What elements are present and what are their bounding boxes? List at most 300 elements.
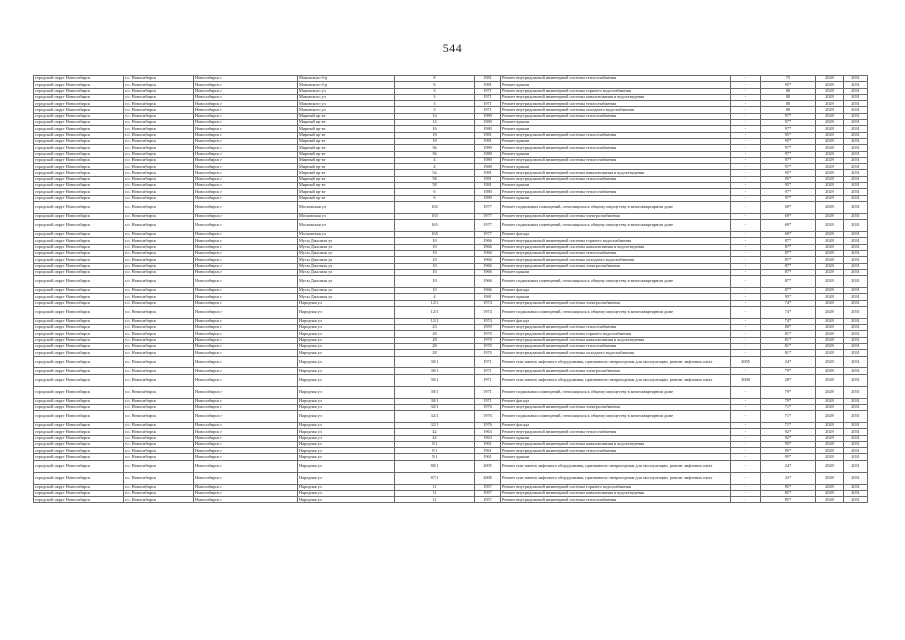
table-cell: Ремонт внутридомовой инженерной системы электроснабжения	[501, 263, 731, 269]
table-cell: г.о. Новосибирск	[124, 325, 194, 331]
table-cell: Ремонт внутридомовой инженерной системы теплоснабжения	[501, 497, 731, 503]
table-cell: 2031	[844, 374, 868, 386]
table-cell: -	[731, 101, 761, 107]
table-cell: Ремонт внутридомовой инженерной системы теплоснабжения	[501, 157, 731, 163]
table-cell: Маковского ул	[298, 88, 395, 94]
table-cell: 1961	[475, 441, 501, 447]
table-cell: 95*	[761, 448, 816, 454]
table-cell: -	[731, 113, 761, 119]
table-cell: 71*	[761, 404, 816, 410]
table-cell: г.о. Новосибирск	[124, 368, 194, 374]
table-cell: Мусы Джалиля ул	[298, 276, 395, 288]
table-row	[34, 386, 868, 398]
table-cell: -	[731, 490, 761, 496]
table-cell: Ремонт внутридомовой инженерной системы теплоснабжения	[501, 343, 731, 349]
table-cell: городской округ Новосибирск	[34, 460, 124, 472]
table-cell: 95*	[761, 454, 816, 460]
table-cell: 80	[761, 101, 816, 107]
table-cell: Новосибирск г	[194, 201, 298, 213]
table-cell: г.о. Новосибирск	[124, 454, 194, 460]
table-cell: 2029	[816, 82, 844, 88]
table-cell: 2029	[816, 300, 844, 306]
table-cell: 2005	[475, 460, 501, 472]
table-cell: 2031	[844, 151, 868, 157]
table-cell: 54	[395, 170, 475, 176]
table-cell: 1966	[475, 269, 501, 275]
table-cell: 2029	[816, 157, 844, 163]
table-cell: 42	[395, 429, 475, 435]
table-cell: городской округ Новосибирск	[34, 484, 124, 490]
table-cell: г.о. Новосибирск	[124, 356, 194, 368]
table-cell: г.о. Новосибирск	[124, 220, 194, 232]
table-cell: 18	[395, 132, 475, 138]
table-cell: Новосибирск г	[194, 176, 298, 182]
table-cell: 1966	[475, 250, 501, 256]
table-cell: городской округ Новосибирск	[34, 490, 124, 496]
table-cell: 2031	[844, 132, 868, 138]
table-cell: 14	[395, 113, 475, 119]
table-cell: 74*	[761, 318, 816, 324]
table-cell: 1971	[475, 356, 501, 368]
table-cell: 24*	[761, 460, 816, 472]
table-cell: Новосибирск г	[194, 441, 298, 447]
table-cell: 95*	[761, 294, 816, 300]
table-cell: городской округ Новосибирск	[34, 404, 124, 410]
table-cell: 1966	[475, 287, 501, 293]
table-cell: Московская ул	[298, 220, 395, 232]
table-cell: 2029	[816, 189, 844, 195]
table-cell: Народная ул	[298, 429, 395, 435]
table-cell: 95*	[761, 183, 816, 189]
table-cell: г.о. Новосибирск	[124, 113, 194, 119]
table-cell: Народная ул	[298, 423, 395, 429]
table-cell: 12/1	[395, 306, 475, 318]
table-cell: Ремонт крыши	[501, 151, 731, 157]
table-cell: г.о. Новосибирск	[124, 132, 194, 138]
table-cell: Народная ул	[298, 356, 395, 368]
table-cell: Новосибирск г	[194, 263, 298, 269]
table-cell: -	[731, 429, 761, 435]
table-cell: -	[731, 318, 761, 324]
table-cell: 18	[395, 138, 475, 144]
table-cell: Ремонт подвальных помещений, относящихся к общему имуществу в многоквартирном доме	[501, 276, 731, 288]
table-cell: Народная ул	[298, 448, 395, 454]
table-cell: Новосибирск г	[194, 423, 298, 429]
table-cell: 2029	[816, 238, 844, 244]
table-cell: 2031	[844, 170, 868, 176]
table-cell: -	[731, 183, 761, 189]
table-cell: г.о. Новосибирск	[124, 201, 194, 213]
table-cell: Новосибирск г	[194, 250, 298, 256]
table-cell: 2031	[844, 113, 868, 119]
table-cell: 30/1	[395, 356, 475, 368]
table-cell: 1981	[475, 138, 501, 144]
table-cell: Народная ул	[298, 398, 395, 404]
table-cell: -	[731, 454, 761, 460]
table-cell: 2029	[816, 454, 844, 460]
table-cell: Новосибирск г	[194, 269, 298, 275]
table-cell: г.о. Новосибирск	[124, 460, 194, 472]
table-cell: -	[731, 232, 761, 238]
table-cell: 2031	[844, 368, 868, 374]
page-number: 544	[442, 41, 463, 55]
table-row	[34, 220, 868, 232]
table-cell: 1977	[475, 220, 501, 232]
table-cell: 2031	[844, 88, 868, 94]
table-cell: 8	[395, 76, 475, 82]
table-cell: 2029	[816, 287, 844, 293]
table-cell: Новосибирск г	[194, 411, 298, 423]
table-cell: 2031	[844, 441, 868, 447]
table-cell: Ремонт внутридомовой инженерной системы теплоснабжения	[501, 113, 731, 119]
table-cell: г.о. Новосибирск	[124, 287, 194, 293]
table-cell: городской округ Новосибирск	[34, 195, 124, 201]
capital-repair-table	[33, 75, 868, 503]
table-cell: 2031	[844, 386, 868, 398]
table-cell: городской округ Новосибирск	[34, 88, 124, 94]
table-cell: -	[731, 126, 761, 132]
table-cell: -	[731, 435, 761, 441]
table-cell: 2029	[816, 429, 844, 435]
table-cell: Новосибирск г	[194, 257, 298, 263]
table-cell: Новосибирск г	[194, 398, 298, 404]
table-cell: -	[731, 448, 761, 454]
table-cell: 71*	[761, 423, 816, 429]
table-cell: 32/1	[395, 411, 475, 423]
table-cell: -	[731, 484, 761, 490]
table-cell: 2029	[816, 441, 844, 447]
table-cell: Народная ул	[298, 472, 395, 484]
table-cell: 81*	[761, 331, 816, 337]
table-cell: 1974	[475, 300, 501, 306]
table-cell: 2029	[816, 423, 844, 429]
table-cell: 79*	[761, 386, 816, 398]
table-cell: г.о. Новосибирск	[124, 238, 194, 244]
table-cell: городской округ Новосибирск	[34, 101, 124, 107]
table-cell: 6	[395, 189, 475, 195]
table-cell: г.о. Новосибирск	[124, 145, 194, 151]
table-row	[34, 374, 868, 386]
table-cell: -	[731, 460, 761, 472]
table-cell: 2029	[816, 232, 844, 238]
table-cell: 2031	[844, 145, 868, 151]
table-cell: Новосибирск г	[194, 472, 298, 484]
table-cell: 1980	[475, 189, 501, 195]
table-row	[34, 460, 868, 472]
table-cell: г.о. Новосибирск	[124, 232, 194, 238]
table-cell: 92*	[761, 435, 816, 441]
table-cell: 87*	[761, 250, 816, 256]
table-cell: Мирный пр-кт	[298, 164, 395, 170]
table-cell: городской округ Новосибирск	[34, 472, 124, 484]
table-cell: г.о. Новосибирск	[124, 107, 194, 113]
table-cell: Новосибирск г	[194, 120, 298, 126]
table-cell: 3	[395, 88, 475, 94]
table-cell: Ремонт подвальных помещений, относящихся к общему имуществу в многоквартирном доме	[501, 411, 731, 423]
table-cell: Мусы Джалиля ул	[298, 250, 395, 256]
table-cell: Мирный пр-кт	[298, 189, 395, 195]
table-cell: 95*	[761, 170, 816, 176]
table-cell: г.о. Новосибирск	[124, 429, 194, 435]
table-cell: Новосибирск г	[194, 343, 298, 349]
table-cell: 10	[395, 287, 475, 293]
table-cell: г.о. Новосибирск	[124, 423, 194, 429]
table-cell: Народная ул	[298, 337, 395, 343]
table-cell: Новосибирск г	[194, 337, 298, 343]
table-cell: Ремонт фасада	[501, 398, 731, 404]
table-cell: городской округ Новосибирск	[34, 164, 124, 170]
table-cell: 2031	[844, 263, 868, 269]
table-cell: 1980	[475, 126, 501, 132]
table-cell: городской округ Новосибирск	[34, 113, 124, 119]
table-cell: -	[731, 306, 761, 318]
table-cell: 10	[395, 257, 475, 263]
table-cell: 2029	[816, 318, 844, 324]
table-cell: 2031	[844, 435, 868, 441]
table-cell: Новосибирск г	[194, 374, 298, 386]
table-cell: Новосибирск г	[194, 151, 298, 157]
table-cell: Мирный пр-кт	[298, 138, 395, 144]
table-cell: г.о. Новосибирск	[124, 151, 194, 157]
table-cell: 2031	[844, 164, 868, 170]
table-cell: Мирный пр-кт	[298, 170, 395, 176]
table-cell: -	[731, 368, 761, 374]
table-cell: 97*	[761, 113, 816, 119]
table-cell: городской округ Новосибирск	[34, 454, 124, 460]
table-cell: 2031	[844, 343, 868, 349]
table-cell: 1974	[475, 306, 501, 318]
table-cell: Ремонт внутридомовой инженерной системы холодного водоснабжения	[501, 107, 731, 113]
table-cell: Мирный пр-кт	[298, 145, 395, 151]
table-cell: 87*	[761, 263, 816, 269]
table-cell: 1980	[475, 145, 501, 151]
table-cell: 1970	[475, 343, 501, 349]
table-cell: 30/1	[395, 386, 475, 398]
table-cell: Мусы Джалиля ул	[298, 257, 395, 263]
table-cell: -	[731, 411, 761, 423]
table-cell: Ремонт внутридомовой инженерной системы теплоснабжения	[501, 101, 731, 107]
table-cell: Ремонт внутридомовой инженерной системы теплоснабжения	[501, 132, 731, 138]
table-cell: г.о. Новосибирск	[124, 374, 194, 386]
table-cell: Ремонт внутридомовой инженерной системы электроснабжения	[501, 404, 731, 410]
table-cell: городской округ Новосибирск	[34, 398, 124, 404]
table-cell: -	[731, 337, 761, 343]
table-cell: Ремонт внутридомовой инженерной системы горячего водоснабжения	[501, 238, 731, 244]
table-cell: -	[731, 189, 761, 195]
table-cell: Мирный пр-кт	[298, 157, 395, 163]
table-cell: Новосибирск г	[194, 213, 298, 219]
table-cell: 10	[395, 276, 475, 288]
table-cell: 2031	[844, 448, 868, 454]
table-cell: 30/1	[395, 374, 475, 386]
table-cell: Мирный пр-кт	[298, 176, 395, 182]
table-cell: г.о. Новосибирск	[124, 138, 194, 144]
table-cell: 2031	[844, 189, 868, 195]
table-cell: Новосибирск г	[194, 189, 298, 195]
table-cell: Новосибирск г	[194, 350, 298, 356]
table-cell: 2029	[816, 306, 844, 318]
table-cell: 2031	[844, 460, 868, 472]
table-cell: Новосибирск г	[194, 306, 298, 318]
table-cell: 2029	[816, 151, 844, 157]
table-cell: Новосибирск г	[194, 386, 298, 398]
table-cell: городской округ Новосибирск	[34, 132, 124, 138]
table-cell: г.о. Новосибирск	[124, 318, 194, 324]
table-cell: 4	[395, 164, 475, 170]
table-cell: 1957	[475, 484, 501, 490]
table-cell: Маковского б-р	[298, 82, 395, 88]
table-cell: 2029	[816, 386, 844, 398]
table-cell: Ремонт крыши	[501, 126, 731, 132]
table-cell: 2029	[816, 201, 844, 213]
table-cell: 2006	[475, 472, 501, 484]
table-cell: городской округ Новосибирск	[34, 411, 124, 423]
table-cell: 79*	[761, 368, 816, 374]
table-cell: -	[731, 88, 761, 94]
table-cell: 14	[395, 120, 475, 126]
table-cell: Новосибирск г	[194, 126, 298, 132]
table-cell: Новосибирск г	[194, 82, 298, 88]
table-cell: 2031	[844, 195, 868, 201]
table-cell: городской округ Новосибирск	[34, 126, 124, 132]
table-cell: Мусы Джалиля ул	[298, 294, 395, 300]
table-cell: 5/1	[395, 454, 475, 460]
table-cell: -	[731, 350, 761, 356]
table-cell: г.о. Новосибирск	[124, 386, 194, 398]
table-cell: Ремонт крыши	[501, 269, 731, 275]
table-cell: 2031	[844, 411, 868, 423]
table-cell: 2029	[816, 176, 844, 182]
table-cell: 2031	[844, 94, 868, 100]
table-cell: городской округ Новосибирск	[34, 441, 124, 447]
table-cell: 1981	[475, 132, 501, 138]
table-cell: городской округ Новосибирск	[34, 318, 124, 324]
table-cell: 2031	[844, 157, 868, 163]
table-cell: 80	[761, 94, 816, 100]
table-cell: г.о. Новосибирск	[124, 343, 194, 349]
table-cell: 1970	[475, 331, 501, 337]
table-cell: Ремонт крыши	[501, 183, 731, 189]
table-cell: -	[731, 244, 761, 250]
table-cell: -	[731, 138, 761, 144]
table-cell: Ремонт крыши	[501, 120, 731, 126]
table-cell: 2029	[816, 101, 844, 107]
table-cell: Московская ул	[298, 213, 395, 219]
table-cell: Ремонт внутридомовой инженерной системы горячего водоснабжения	[501, 484, 731, 490]
table-cell: г.о. Новосибирск	[124, 101, 194, 107]
table-cell: 1981	[475, 176, 501, 182]
table-cell: Новосибирск г	[194, 429, 298, 435]
table-cell: городской округ Новосибирск	[34, 76, 124, 82]
table-cell: Маковского ул	[298, 94, 395, 100]
table-cell: Ремонт крыши	[501, 294, 731, 300]
table-cell: 1971	[475, 94, 501, 100]
table-cell: городской округ Новосибирск	[34, 145, 124, 151]
table-cell: 2031	[844, 325, 868, 331]
table-cell: Народная ул	[298, 318, 395, 324]
table-cell: 1974	[475, 318, 501, 324]
table-cell: -	[731, 497, 761, 503]
table-cell: Новосибирск г	[194, 454, 298, 460]
table-cell: городской округ Новосибирск	[34, 497, 124, 503]
table-cell: -	[731, 151, 761, 157]
table-cell: Мирный пр-кт	[298, 195, 395, 201]
table-cell: 28	[395, 350, 475, 356]
table-cell: Новосибирск г	[194, 238, 298, 244]
table-cell: городской округ Новосибирск	[34, 232, 124, 238]
table-cell: 2031	[844, 257, 868, 263]
table-cell: г.о. Новосибирск	[124, 170, 194, 176]
table-cell: 1963	[475, 429, 501, 435]
table-cell: Ремонт крыши	[501, 138, 731, 144]
table-cell: Народная ул	[298, 386, 395, 398]
table-cell: Новосибирск г	[194, 276, 298, 288]
table-cell: 1981	[475, 294, 501, 300]
table-cell: Новосибирск г	[194, 435, 298, 441]
table-cell: г.о. Новосибирск	[124, 82, 194, 88]
table-cell: г.о. Новосибирск	[124, 250, 194, 256]
table-cell: Новосибирск г	[194, 368, 298, 374]
table-cell: 1971	[475, 107, 501, 113]
table-cell: 2031	[844, 107, 868, 113]
table-cell: 95*	[761, 82, 816, 88]
table-cell: 1959	[475, 325, 501, 331]
table-cell: г.о. Новосибирск	[124, 164, 194, 170]
table-cell: Ремонт крыши	[501, 82, 731, 88]
table-cell: -	[731, 398, 761, 404]
table-cell: 1966	[475, 257, 501, 263]
table-cell: 30/1	[395, 398, 475, 404]
table-cell: Маковского ул	[298, 107, 395, 113]
table-cell: 12/1	[395, 318, 475, 324]
table-cell: Новосибирск г	[194, 356, 298, 368]
table-cell: Мусы Джалиля ул	[298, 287, 395, 293]
table-cell: городской округ Новосибирск	[34, 238, 124, 244]
table-cell: Ремонт внутридомовой инженерной системы теплоснабжения	[501, 176, 731, 182]
table-cell: 11	[395, 484, 475, 490]
table-cell: 2029	[816, 213, 844, 219]
table-cell: Ремонт внутридомовой инженерной системы электроснабжения	[501, 368, 731, 374]
table-cell: городской округ Новосибирск	[34, 448, 124, 454]
table-cell: городской округ Новосибирск	[34, 138, 124, 144]
table-cell: 87/1	[395, 472, 475, 484]
table-cell: 2031	[844, 423, 868, 429]
table-cell: Ремонт или замена лифтового оборудования, признанного непригодным для эксплуатации, ремонт лифтовых шахт	[501, 460, 731, 472]
table-cell: 71*	[761, 411, 816, 423]
table-cell: Народная ул	[298, 441, 395, 447]
table-cell: Маковского ул	[298, 101, 395, 107]
table-cell: -	[731, 120, 761, 126]
table-cell: 1980	[475, 113, 501, 119]
table-cell: г.о. Новосибирск	[124, 331, 194, 337]
table-cell: городской округ Новосибирск	[34, 276, 124, 288]
table-cell: 2031	[844, 138, 868, 144]
table-cell: -	[731, 145, 761, 151]
table-cell: г.о. Новосибирск	[124, 213, 194, 219]
table-cell: г.о. Новосибирск	[124, 195, 194, 201]
table-cell: 2031	[844, 318, 868, 324]
table-cell: Мусы Джалиля ул	[298, 244, 395, 250]
table-cell: 2029	[816, 183, 844, 189]
table-cell: 1957	[475, 497, 501, 503]
table-cell: 1977	[475, 232, 501, 238]
table-cell: 2005	[731, 356, 761, 368]
table-cell: городской округ Новосибирск	[34, 386, 124, 398]
table-cell: Ремонт внутридомовой инженерной системы теплоснабжения	[501, 429, 731, 435]
table-cell: 2029	[816, 76, 844, 82]
table-cell: Новосибирск г	[194, 448, 298, 454]
table-cell: 2029	[816, 337, 844, 343]
